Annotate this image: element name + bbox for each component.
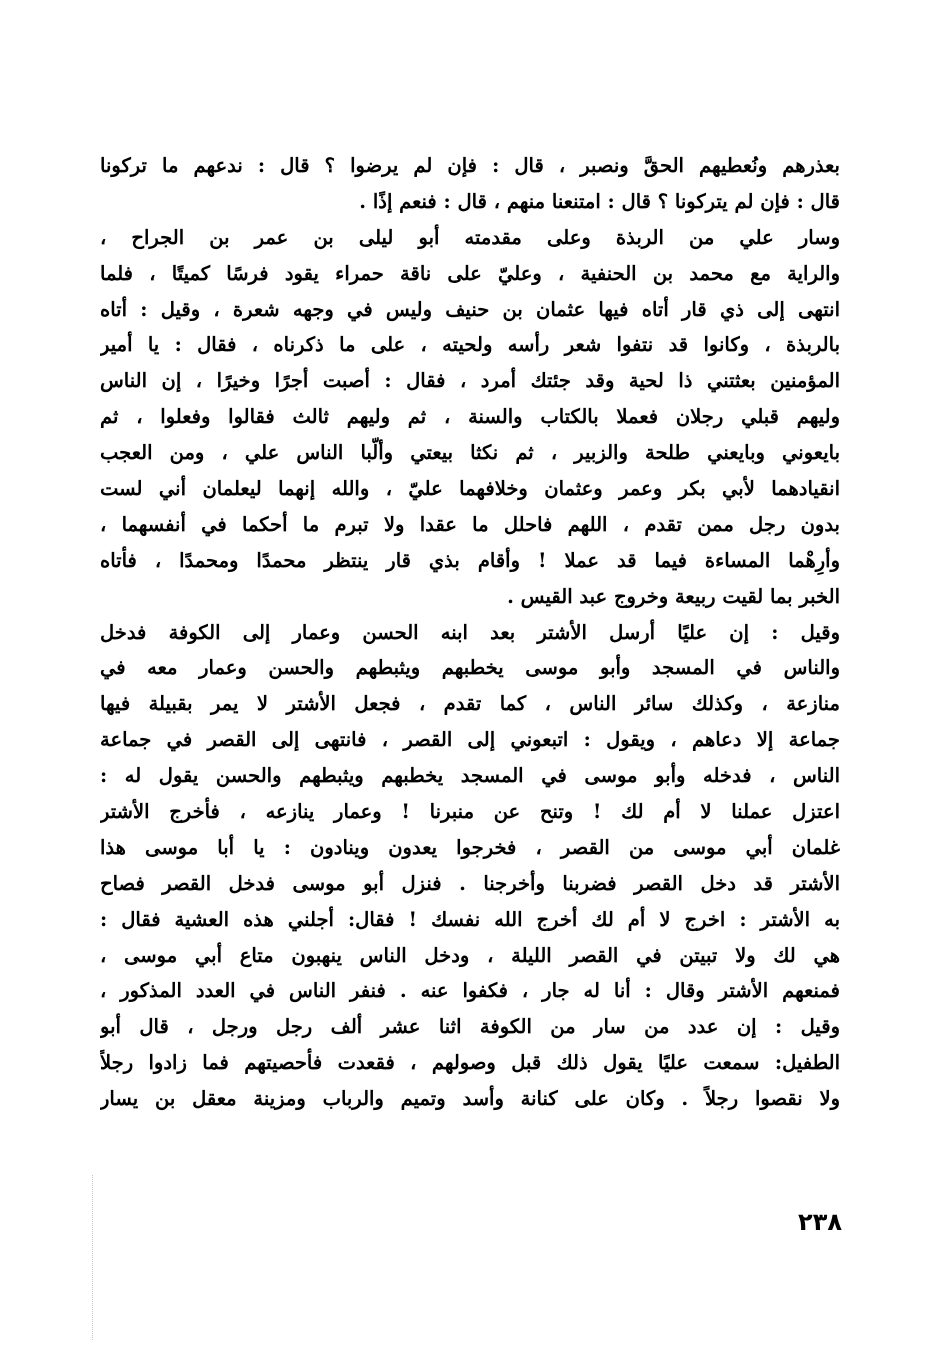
text-line-4: والراية مع محمد بن الحنفية ، وعليّ على ناقة حمراء يقود فرسًا كميتًا ، فلما [100,261,840,285]
text-line-23: هي لك ولا تبيتن في القصر الليلة ، ودخل الناس ينهبون متاع أبي موسى ، [100,943,840,967]
text-line-27: ولا نقصوا رجلاً . وكان على كنانة وأسد وتميم والرباب ومزينة معقل بن يسار [100,1087,840,1111]
text-line-10: انقيادهما لأبي بكر وعمر وعثمان وخلافهما عليّ ، والله إنهما ليعلمان أني لست [100,477,840,501]
text-line-14: وقيل : إن عليًا أرسل الأشتر بعد ابنه الحسن وعمار إلى الكوفة فدخل [100,620,840,644]
text-line-25: وقيل : إن عدد من سار من الكوفة اثنا عشر ألف رجل ورجل ، قال أبو [100,1015,840,1039]
text-line-19: اعتزل عملنا لا أم لك ! وتنح عن منبرنا ! وعمار ينازعه ، فأخرج الأشتر [100,800,840,824]
text-line-17: جماعة إلا دعاهم ، ويقول : اتبعوني إلى القصر ، فانتهى إلى القصر في جماعة [100,728,840,752]
text-line-20: غلمان أبي موسى من القصر ، فخرجوا يعدون وينادون : يا أبا موسى هذا [100,835,840,859]
text-line-2: قال : فإن لم يتركونا ؟ قال : امتنعنا منهم ، قال : فنعم إذًا . [359,189,840,213]
text-line-1: بعذرهم ونُعطيهم الحقَّ ونصبر ، قال : فإن لم يرضوا ؟ قال : ندعهم ما تركونا [100,154,840,177]
text-line-5: انتهى إلى ذي قار أتاه فيها عثمان بن حنيف وليس في وجهه شعرة ، وقيل : أتاه [100,297,840,321]
text-line-22: به الأشتر : اخرج لا أم لك أخرج الله نفسك ! فقال: أجلني هذه العشية فقال : [100,907,840,931]
text-line-3: وسار علي من الربذة وعلى مقدمته أبو ليلى بن عمر بن الجراح ، [100,225,840,249]
text-line-16: منازعة ، وكذلك سائر الناس ، كما تقدم ، فجعل الأشتر لا يمر بقبيلة فيها [100,692,840,716]
text-line-24: فمنعهم الأشتر وقال : أنا له جار ، فكفوا عنه . فنفر الناس في العدد المذكور ، [100,979,840,1003]
scan-margin-rule [92,1175,94,1340]
text-line-11: بدون رجل ممن تقدم ، اللهم فاحلل ما عقدا ولا تبرم ما أحكما في أنفسهما ، [100,512,840,536]
page-text [100,148,840,1117]
text-line-21: الأشتر قد دخل القصر فضربنا وأخرجنا . فنزل أبو موسى فدخل القصر فصاح [100,871,840,895]
text-line-9: بايعوني وبايعني طلحة والزبير ، ثم نكثا بيعتي وألّبا الناس علي ، ومن العجب [100,441,840,465]
text-line-12: وأرِهْما المساءة فيما قد عملا ! وأقام بذي قار ينتظر محمدًا ومحمدًا ، فأتاه [100,548,840,572]
text-line-15: والناس في المسجد وأبو موسى يخطبهم ويثبطهم والحسن وعمار معه في [100,656,840,680]
text-line-13: الخبر بما لقيت ربيعة وخروج عبد القيس . [507,584,840,608]
text-line-7: المؤمنين بعثتني ذا لحية وقد جئتك أمرد ، فقال : أصبت أجرًا وخيرًا ، إن الناس [100,369,840,393]
text-line-8: وليهم قبلي رجلان فعملا بالكتاب والسنة ، ثم وليهم ثالث فقالوا وفعلوا ، ثم [100,405,840,429]
text-line-6: بالربذة ، وكانوا قد نتفوا شعر رأسه ولحيته ، على ما ذكرناه ، فقال : يا أمير [100,333,840,357]
page-number: ٢٣٨ [798,1208,842,1236]
text-line-18: الناس ، فدخله وأبو موسى في المسجد يخطبهم ويثبطهم والحسن يقول له : [100,764,840,788]
text-line-26: الطفيل: سمعت عليًا يقول ذلك قبل وصولهم ، فقعدت فأحصيتهم فما زادوا رجلاً [100,1051,840,1075]
